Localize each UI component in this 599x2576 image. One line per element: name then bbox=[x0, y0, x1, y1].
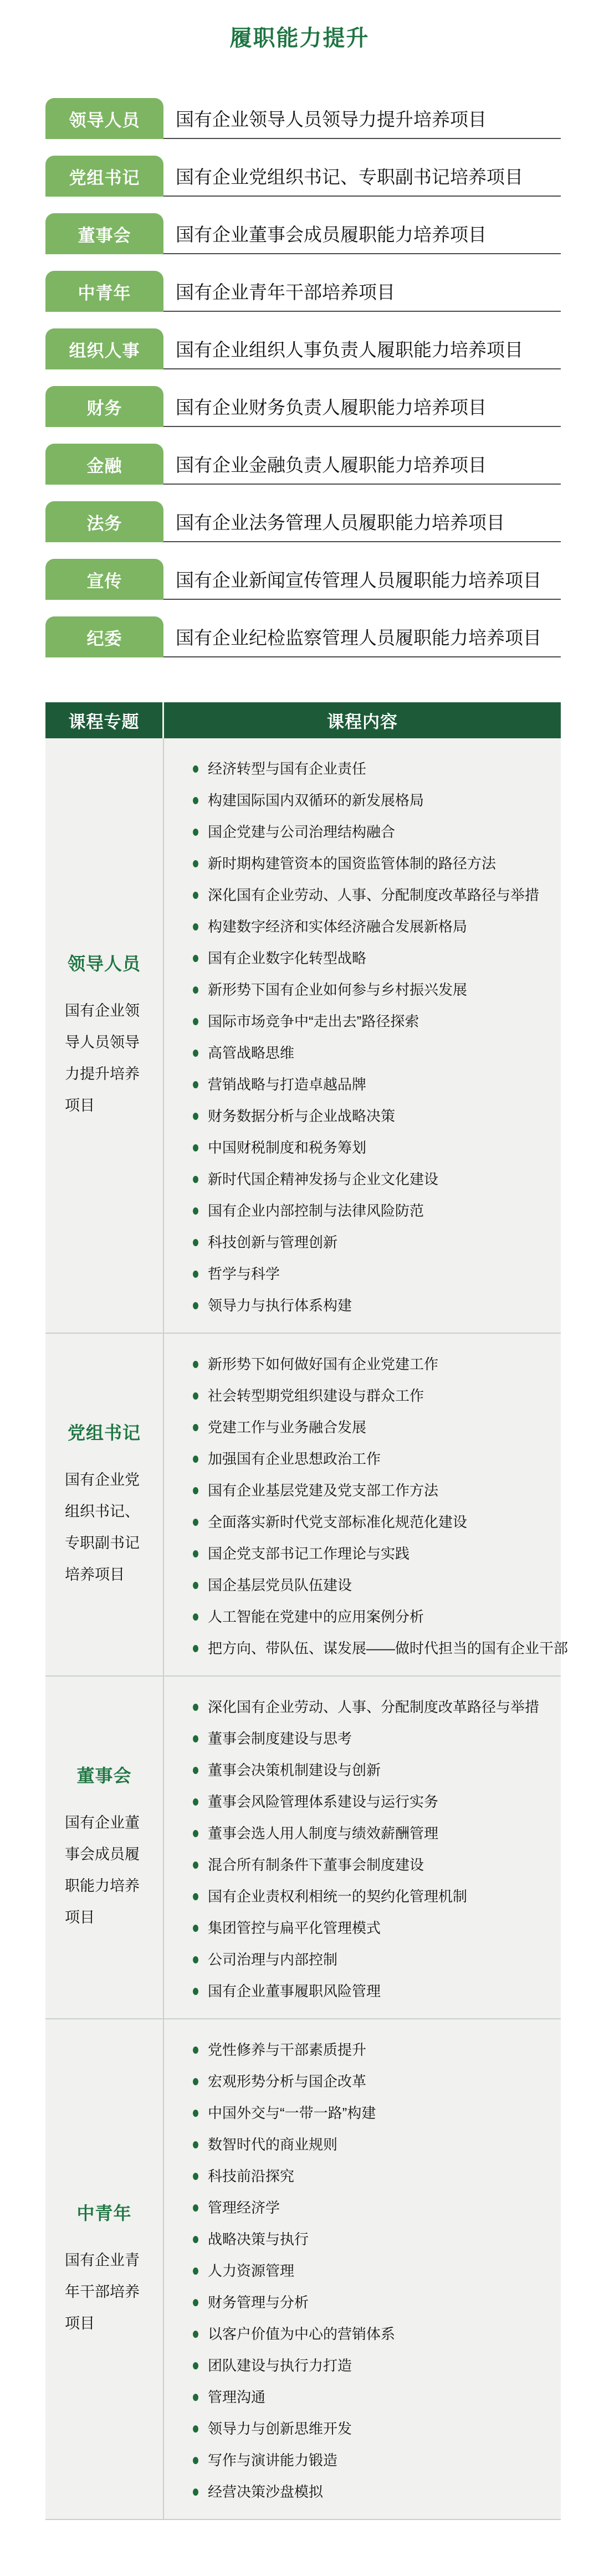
course-item-text: 加强国有企业思想政治工作 bbox=[208, 1451, 381, 1467]
course-item bbox=[193, 1610, 568, 1624]
bullet-icon bbox=[193, 1361, 198, 1368]
course-item-text: 新形势下国有企业如何参与乡村振兴发展 bbox=[208, 981, 468, 998]
course-item bbox=[193, 1578, 568, 1592]
section-subtitle: 国有企业领导人员领导力提升培养项目 bbox=[65, 1002, 140, 1114]
bullet-icon bbox=[193, 1018, 198, 1025]
course-item bbox=[193, 1204, 561, 1218]
course-item-text: 董事会决策机制建设与创新 bbox=[208, 1762, 381, 1778]
course-item bbox=[193, 2200, 561, 2215]
course-item-text: 党建工作与业务融合发展 bbox=[208, 1419, 367, 1436]
course-item-text: 构建国际国内双循环的新发展格局 bbox=[208, 792, 424, 809]
program-name: 国有企业董事会成员履职能力培养项目 bbox=[176, 224, 487, 245]
program-category-label: 金融 bbox=[45, 444, 163, 485]
program-category-label: 中青年 bbox=[45, 271, 163, 312]
course-item-text: 高管战略思维 bbox=[208, 1045, 295, 1061]
program-name-cell bbox=[163, 156, 561, 197]
course-item bbox=[193, 2137, 561, 2152]
program-name-cell bbox=[163, 271, 561, 312]
section-item-list bbox=[164, 2019, 561, 2519]
course-item bbox=[193, 1483, 568, 1498]
course-item bbox=[193, 1357, 568, 1371]
section-title: 党组书记 bbox=[67, 1422, 141, 1443]
program-row bbox=[45, 213, 561, 254]
program-name-cell bbox=[163, 559, 561, 600]
course-section bbox=[45, 1334, 569, 1677]
program-name: 国有企业纪检监察管理人员履职能力培养项目 bbox=[176, 627, 541, 648]
program-name: 国有企业党组织书记、专职副书记培养项目 bbox=[176, 166, 523, 187]
course-item bbox=[193, 1014, 561, 1029]
section-item-list bbox=[164, 1677, 561, 2018]
program-row bbox=[45, 156, 561, 197]
course-item-text: 深化国有企业劳动、人事、分配制度改革路径与举措 bbox=[208, 1699, 540, 1715]
course-item bbox=[193, 888, 561, 902]
course-item bbox=[193, 1389, 568, 1403]
bullet-icon bbox=[193, 2457, 198, 2464]
course-item bbox=[193, 2295, 561, 2310]
course-item-text: 人力资源管理 bbox=[208, 2263, 295, 2279]
course-item-text: 写作与演讲能力锻造 bbox=[208, 2452, 338, 2469]
course-item-text: 以客户价值为中心的营销体系 bbox=[208, 2326, 396, 2342]
bullet-icon bbox=[193, 1988, 198, 1995]
course-item bbox=[193, 2358, 561, 2373]
bullet-icon bbox=[193, 1862, 198, 1869]
program-name: 国有企业青年干部培养项目 bbox=[176, 281, 395, 302]
program-row bbox=[45, 444, 561, 485]
program-name-cell bbox=[163, 98, 561, 139]
bullet-icon bbox=[193, 1925, 198, 1932]
bullet-icon bbox=[193, 765, 198, 773]
program-row bbox=[45, 616, 561, 657]
bullet-icon bbox=[193, 892, 198, 899]
program-category-label: 法务 bbox=[45, 501, 163, 542]
bullet-icon bbox=[193, 1113, 198, 1120]
bullet-icon bbox=[193, 2268, 198, 2275]
section-subtitle: 国有企业青年干部培养项目 bbox=[65, 2251, 140, 2332]
bullet-icon bbox=[193, 1798, 198, 1806]
course-item bbox=[193, 1452, 568, 1466]
page bbox=[0, 26, 599, 2523]
course-item-text: 国有企业内部控制与法律风险防范 bbox=[208, 1202, 424, 1219]
column-header-content: 课程内容 bbox=[327, 712, 398, 732]
course-item-text: 新形势下如何做好国有企业党建工作 bbox=[208, 1356, 439, 1372]
bullet-icon bbox=[193, 1582, 198, 1589]
bullet-icon bbox=[193, 1956, 198, 1963]
course-item-text: 董事会制度建设与思考 bbox=[208, 1730, 352, 1747]
course-item-text: 经营决策沙盘模拟 bbox=[208, 2484, 324, 2500]
course-item-text: 混合所有制条件下董事会制度建设 bbox=[208, 1857, 424, 1873]
program-category-label: 党组书记 bbox=[45, 156, 163, 197]
course-item bbox=[193, 2327, 561, 2341]
section-topic-cell bbox=[45, 1677, 164, 2018]
section-topic-cell bbox=[45, 738, 164, 1333]
course-item bbox=[193, 2074, 561, 2089]
program-row bbox=[45, 501, 561, 542]
bullet-icon bbox=[193, 2173, 198, 2180]
course-item bbox=[193, 1984, 561, 1998]
course-item-text: 财务管理与分析 bbox=[208, 2294, 309, 2311]
section-subtitle: 国有企业董事会成员履职能力培养项目 bbox=[65, 1814, 140, 1926]
course-item bbox=[193, 2106, 561, 2120]
course-item-text: 国企党支部书记工作理论与实践 bbox=[208, 1545, 410, 1562]
course-item-text: 国有企业基层党建及党支部工作方法 bbox=[208, 1482, 439, 1499]
course-item bbox=[193, 983, 561, 997]
bullet-icon bbox=[193, 1704, 198, 1711]
course-section bbox=[45, 1677, 561, 2019]
bullet-icon bbox=[193, 1239, 198, 1246]
course-item bbox=[193, 762, 561, 776]
course-item-text: 集团管控与扁平化管理模式 bbox=[208, 1920, 381, 1936]
section-topic-cell bbox=[45, 2019, 164, 2519]
course-item bbox=[193, 2453, 561, 2467]
section-title: 中青年 bbox=[76, 2203, 132, 2223]
program-row bbox=[45, 559, 561, 600]
course-item bbox=[193, 1795, 561, 1809]
bullet-icon bbox=[193, 2362, 198, 2369]
bullet-icon bbox=[193, 2488, 198, 2496]
course-item-text: 国有企业责权利相统一的契约化管理机制 bbox=[208, 1888, 468, 1905]
program-row bbox=[45, 98, 561, 139]
bullet-icon bbox=[193, 1767, 198, 1774]
section-subtitle: 国有企业党组织书记、专职副书记培养项目 bbox=[65, 1471, 140, 1583]
course-item bbox=[193, 1858, 561, 1872]
bullet-icon bbox=[193, 1176, 198, 1183]
course-item bbox=[193, 1298, 561, 1313]
course-item-text: 董事会选人用人制度与绩效薪酬管理 bbox=[208, 1825, 439, 1842]
table-body bbox=[45, 738, 569, 2520]
bullet-icon bbox=[193, 2331, 198, 2338]
course-item-text: 国有企业董事履职风险管理 bbox=[208, 1983, 381, 1999]
course-item-text: 中国外交与“一带一路”构建 bbox=[208, 2105, 376, 2121]
bullet-icon bbox=[193, 2394, 198, 2401]
course-item bbox=[193, 1140, 561, 1155]
bullet-icon bbox=[193, 1144, 198, 1151]
course-item bbox=[193, 1641, 568, 1655]
bullet-icon bbox=[193, 1830, 198, 1837]
course-item bbox=[193, 2390, 561, 2404]
bullet-icon bbox=[193, 1645, 198, 1652]
bullet-icon bbox=[193, 1302, 198, 1309]
section-item-list bbox=[164, 1334, 568, 1675]
bullet-icon bbox=[193, 1613, 198, 1621]
program-category-label: 纪委 bbox=[45, 616, 163, 657]
course-item-text: 深化国有企业劳动、人事、分配制度改革路径与举措 bbox=[208, 887, 540, 903]
course-item-text: 社会转型期党组织建设与群众工作 bbox=[208, 1387, 424, 1404]
course-item-text: 数智时代的商业规则 bbox=[208, 2136, 338, 2153]
bullet-icon bbox=[193, 1456, 198, 1463]
bullet-icon bbox=[193, 2425, 198, 2433]
course-item bbox=[193, 1826, 561, 1840]
course-item bbox=[193, 1267, 561, 1281]
bullet-icon bbox=[193, 2299, 198, 2306]
bullet-icon bbox=[193, 1392, 198, 1400]
course-item-text: 公司治理与内部控制 bbox=[208, 1951, 338, 1968]
course-item-text: 国企基层党员队伍建设 bbox=[208, 1577, 352, 1593]
column-header-topic: 课程专题 bbox=[45, 702, 164, 738]
course-item bbox=[193, 825, 561, 839]
course-item bbox=[193, 1515, 568, 1529]
bullet-icon bbox=[193, 986, 198, 994]
course-item bbox=[193, 1889, 561, 1904]
course-item bbox=[193, 1546, 568, 1561]
course-item bbox=[193, 2421, 561, 2436]
program-name: 国有企业组织人事负责人履职能力培养项目 bbox=[176, 339, 523, 360]
bullet-icon bbox=[193, 1893, 198, 1900]
program-name-cell bbox=[163, 328, 561, 369]
course-section bbox=[45, 738, 561, 1334]
program-row bbox=[45, 271, 561, 312]
bullet-icon bbox=[193, 1519, 198, 1526]
program-category-label: 董事会 bbox=[45, 213, 163, 254]
course-item bbox=[193, 793, 561, 808]
course-item-text: 管理沟通 bbox=[208, 2389, 266, 2405]
bullet-icon bbox=[193, 1207, 198, 1215]
course-item-text: 团队建设与执行力打造 bbox=[208, 2357, 352, 2374]
table-header bbox=[45, 702, 561, 738]
program-category-label: 财务 bbox=[45, 386, 163, 427]
program-name-cell bbox=[163, 501, 561, 542]
page-title: 履职能力提升 bbox=[229, 26, 370, 50]
bullet-icon bbox=[193, 797, 198, 804]
course-table bbox=[45, 702, 569, 2520]
course-item bbox=[193, 1235, 561, 1250]
course-item bbox=[193, 2485, 561, 2499]
section-title: 领导人员 bbox=[67, 953, 141, 974]
course-item bbox=[193, 951, 561, 965]
program-category-label: 组织人事 bbox=[45, 328, 163, 369]
course-item-text: 领导力与创新思维开发 bbox=[208, 2420, 352, 2437]
bullet-icon bbox=[193, 1271, 198, 1278]
course-section bbox=[45, 2019, 561, 2520]
course-item-text: 营销战略与打造卓越品牌 bbox=[208, 1076, 367, 1093]
section-item-list bbox=[164, 738, 561, 1333]
course-item-text: 经济转型与国有企业责任 bbox=[208, 760, 367, 777]
course-item-text: 人工智能在党建中的应用案例分析 bbox=[208, 1608, 424, 1625]
bullet-icon bbox=[193, 2047, 198, 2054]
course-item-text: 国际市场竞争中“走出去”路径探索 bbox=[208, 1013, 419, 1030]
bullet-icon bbox=[193, 923, 198, 930]
course-item bbox=[193, 856, 561, 871]
section-topic-cell bbox=[45, 1334, 164, 1675]
program-row bbox=[45, 328, 561, 369]
program-name: 国有企业新闻宣传管理人员履职能力培养项目 bbox=[176, 569, 541, 590]
program-list bbox=[45, 98, 561, 657]
course-item-text: 党性修养与干部素质提升 bbox=[208, 2042, 367, 2058]
bullet-icon bbox=[193, 1050, 198, 1057]
program-name: 国有企业金融负责人履职能力培养项目 bbox=[176, 454, 487, 475]
bullet-icon bbox=[193, 1487, 198, 1494]
course-item bbox=[193, 1700, 561, 1714]
bullet-icon bbox=[193, 2110, 198, 2117]
course-item bbox=[193, 2043, 561, 2057]
program-name-cell bbox=[163, 213, 561, 254]
course-item bbox=[193, 2264, 561, 2278]
course-item-text: 全面落实新时代党支部标准化规范化建设 bbox=[208, 1514, 468, 1530]
bullet-icon bbox=[193, 1735, 198, 1742]
bullet-icon bbox=[193, 829, 198, 836]
course-item bbox=[193, 1763, 561, 1777]
course-item-text: 科技前沿探究 bbox=[208, 2168, 295, 2184]
course-item-text: 新时期构建管资本的国资监管体制的路径方法 bbox=[208, 855, 496, 872]
course-item bbox=[193, 2169, 561, 2183]
course-item bbox=[193, 2232, 561, 2246]
course-item bbox=[193, 1420, 568, 1434]
program-name-cell bbox=[163, 616, 561, 657]
program-category-label: 领导人员 bbox=[45, 98, 163, 139]
course-item-text: 管理经济学 bbox=[208, 2199, 280, 2216]
bullet-icon bbox=[193, 1550, 198, 1557]
program-category-label: 宣传 bbox=[45, 559, 163, 600]
bullet-icon bbox=[193, 1081, 198, 1088]
program-row bbox=[45, 386, 561, 427]
bullet-icon bbox=[193, 2078, 198, 2085]
course-item-text: 战略决策与执行 bbox=[208, 2231, 309, 2248]
bullet-icon bbox=[193, 2236, 198, 2243]
program-name: 国有企业法务管理人员履职能力培养项目 bbox=[176, 512, 505, 533]
course-item-text: 构建数字经济和实体经济融合发展新格局 bbox=[208, 918, 468, 935]
program-name: 国有企业财务负责人履职能力培养项目 bbox=[176, 397, 487, 418]
course-item bbox=[193, 919, 561, 934]
program-name-cell bbox=[163, 386, 561, 427]
course-item bbox=[193, 1046, 561, 1060]
course-item-text: 领导力与执行体系构建 bbox=[208, 1297, 352, 1314]
program-name-cell bbox=[163, 444, 561, 485]
course-item-text: 中国财税制度和税务筹划 bbox=[208, 1139, 367, 1156]
course-item-text: 财务数据分析与企业战略决策 bbox=[208, 1108, 396, 1124]
bullet-icon bbox=[193, 860, 198, 867]
program-name: 国有企业领导人员领导力提升培养项目 bbox=[176, 109, 487, 130]
bullet-icon bbox=[193, 1424, 198, 1431]
bullet-icon bbox=[193, 2204, 198, 2212]
course-item-text: 国有企业数字化转型战略 bbox=[208, 950, 367, 966]
course-item bbox=[193, 1921, 561, 1935]
bullet-icon bbox=[193, 955, 198, 962]
course-item bbox=[193, 1731, 561, 1746]
course-item bbox=[193, 1077, 561, 1092]
bullet-icon bbox=[193, 2141, 198, 2148]
course-item-text: 哲学与科学 bbox=[208, 1266, 280, 1282]
section-title: 董事会 bbox=[76, 1765, 132, 1786]
course-item-text: 新时代国企精神发扬与企业文化建设 bbox=[208, 1171, 439, 1187]
course-item-text: 把方向、带队伍、谋发展——做时代担当的国有企业干部 bbox=[208, 1640, 569, 1657]
course-item-text: 宏观形势分析与国企改革 bbox=[208, 2073, 367, 2090]
course-item-text: 国企党建与公司治理结构融合 bbox=[208, 824, 396, 840]
course-item bbox=[193, 1172, 561, 1186]
course-item bbox=[193, 1952, 561, 1967]
course-item-text: 董事会风险管理体系建设与运行实务 bbox=[208, 1793, 439, 1810]
course-item-text: 科技创新与管理创新 bbox=[208, 1234, 338, 1251]
course-item bbox=[193, 1109, 561, 1123]
